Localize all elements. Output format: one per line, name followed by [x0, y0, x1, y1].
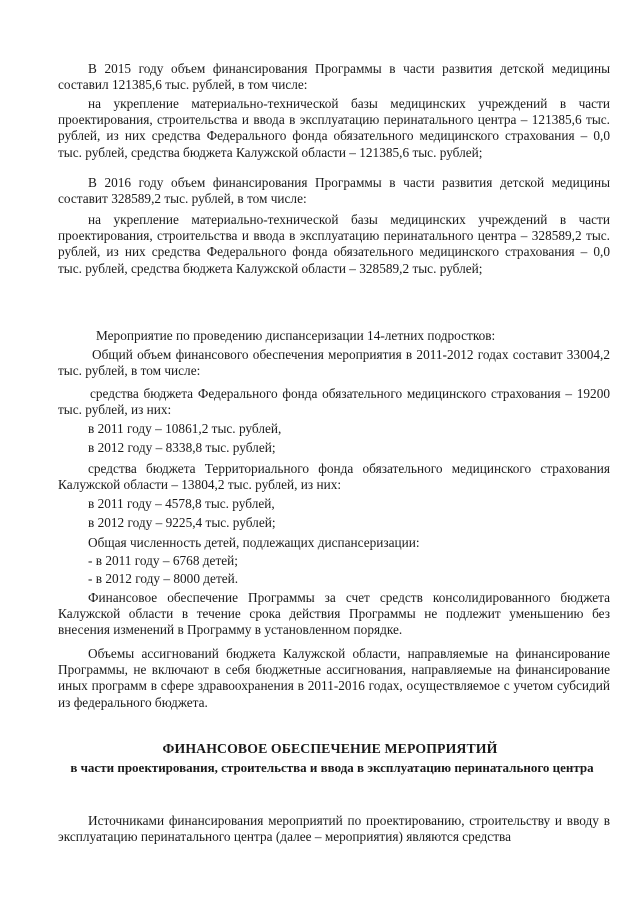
paragraph-dispensary-title: Мероприятие по проведению диспансеризации 14-летних подростков: — [96, 328, 496, 343]
paragraph-2016-total: В 2016 году объем финансирования Программы в части развития детской медицины составит 328589,2 тыс. рублей, в том числе: — [58, 175, 610, 207]
paragraph-ffoms-2012: в 2012 году – 8338,8 тыс. рублей; — [88, 440, 276, 455]
section-heading-subtitle: в части проектирования, строительства и ввода в эксплуатацию перинатального центра — [70, 760, 594, 775]
paragraph-consolidated-budget: Финансовое обеспечение Программы за счет средств консолидированного бюджета Калужской области в течение срока действия Программы не подлежит уменьшению без внесения изменений в Программу в установленном порядке. — [58, 590, 610, 638]
paragraph-children-2012: - в 2012 году – 8000 детей. — [88, 571, 239, 586]
paragraph-2015-details: на укрепление материально-технической базы медицинских учреждений в части проектирования, строительства и ввода в эксплуатацию перинатального центра – 121385,6 тыс. рублей, из них средства Федерального фонда обязательного медицинского страхования – 0,0 тыс. рублей, средства бюджета Калужской области – 121385,6 тыс. рублей; — [58, 96, 610, 160]
paragraph-funding-sources: Источниками финансирования мероприятий по проектированию, строительству и вводу в эксплуатацию перинатального центра (далее – мероприятия) являются средства — [58, 813, 610, 845]
section-heading-title: ФИНАНСОВОЕ ОБЕСПЕЧЕНИЕ МЕРОПРИЯТИЙ — [162, 741, 498, 756]
paragraph-tfoms-2012: в 2012 году – 9225,4 тыс. рублей; — [88, 515, 276, 530]
paragraph-children-count: Общая численность детей, подлежащих диспансеризации: — [88, 535, 420, 550]
paragraph-ffoms-funds: средства бюджета Федерального фонда обязательного медицинского страхования – 19200 тыс. рублей, из них: — [58, 386, 610, 418]
paragraph-tfoms-funds: средства бюджета Территориального фонда обязательного медицинского страхования Калужской области – 13804,2 тыс. рублей, из них: — [58, 461, 610, 493]
paragraph-children-2011: - в 2011 году – 6768 детей; — [88, 553, 238, 568]
paragraph-ffoms-2011: в 2011 году – 10861,2 тыс. рублей, — [88, 421, 282, 436]
paragraph-allocations: Объемы ассигнований бюджета Калужской области, направляемые на финансирование Программы, не включают в себя бюджетные ассигнования, направляемые на финансирование иных программ в сфере здравоохранения в 2011-2016 годах, осуществляемое с учетом субсидий из федерального бюджета. — [58, 646, 610, 710]
paragraph-dispensary-total: Общий объем финансового обеспечения мероприятия в 2011-2012 годах составит 33004,2 тыс. рублей, в том числе: — [58, 347, 610, 379]
paragraph-2015-total: В 2015 году объем финансирования Программы в части развития детской медицины составил 121385,6 тыс. рублей, в том числе: — [58, 61, 610, 93]
paragraph-tfoms-2011: в 2011 году – 4578,8 тыс. рублей, — [88, 496, 275, 511]
paragraph-2016-details: на укрепление материально-технической базы медицинских учреждений в части проектирования, строительства и ввода в эксплуатацию перинатального центра – 328589,2 тыс. рублей, из них средства Федерального фонда обязательного медицинского страхования – 0,0 тыс. рублей, средства бюджета Калужской области – 328589,2 тыс. рублей; — [58, 212, 610, 276]
